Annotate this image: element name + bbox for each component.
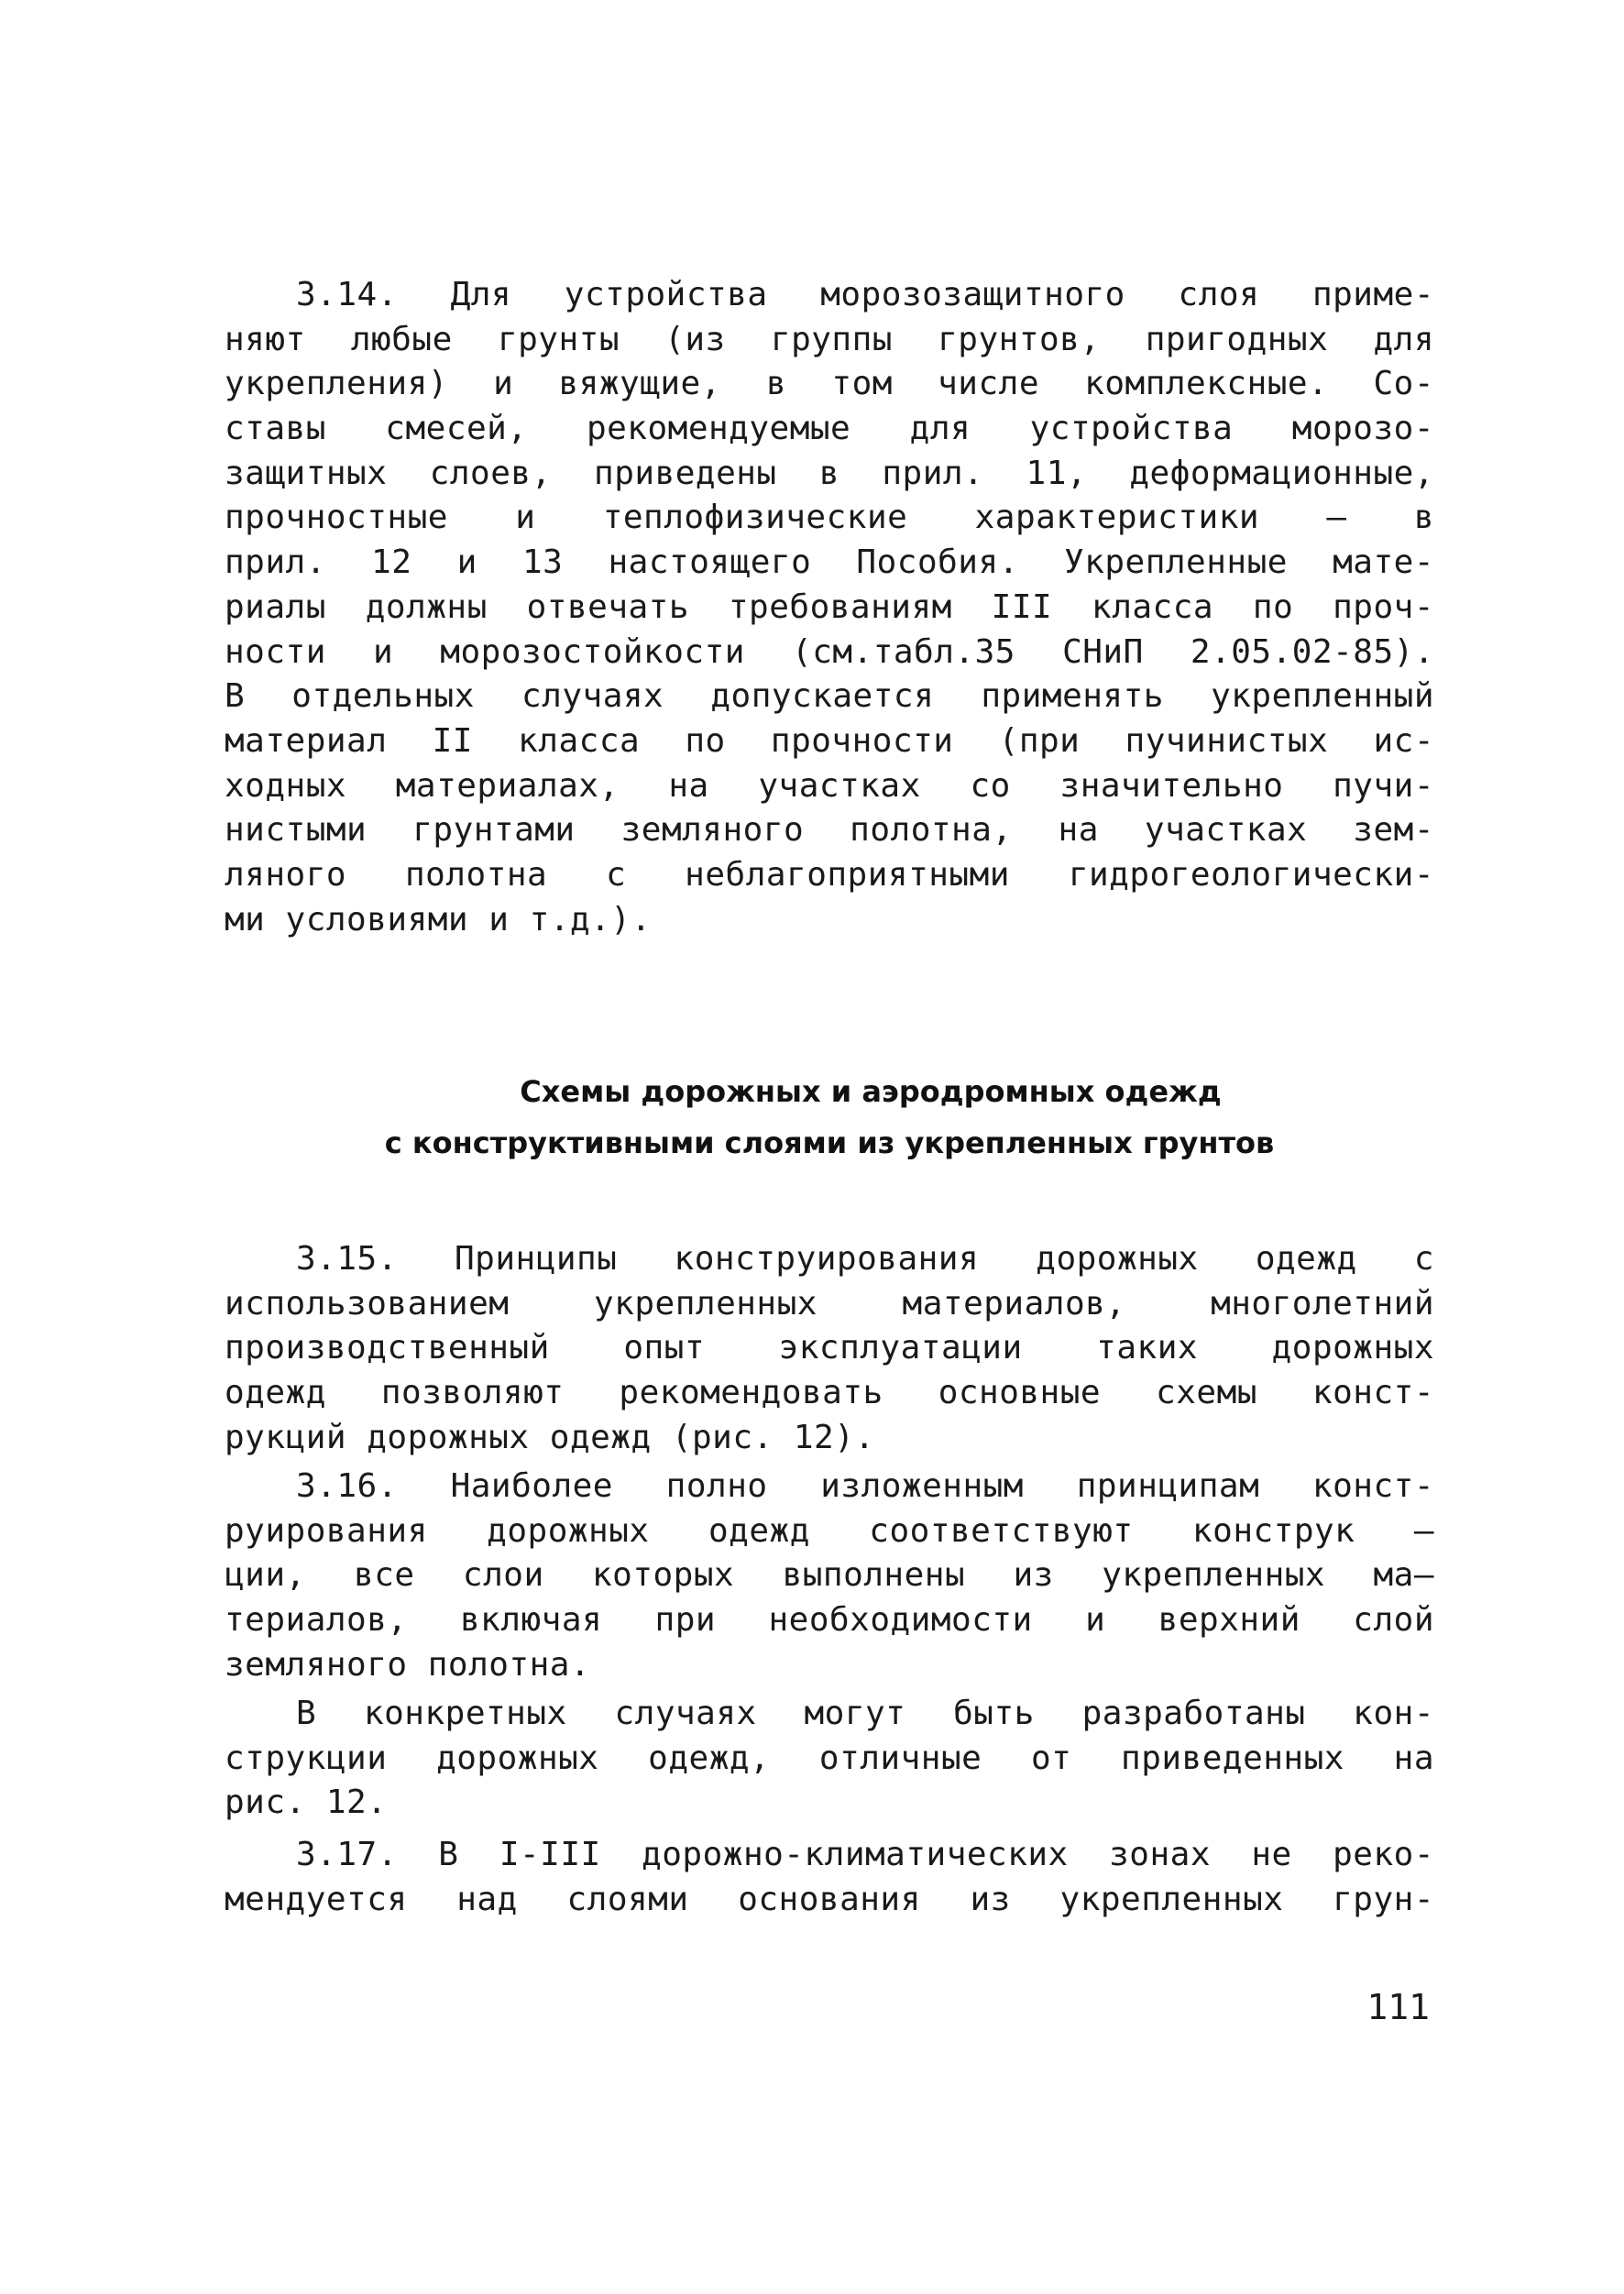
text-line: струкции дорожных одежд, отличные от приведенных на [225,1739,1434,1777]
heading-line: с конструктивными слоями из укрепленных грунтов [384,1125,1275,1160]
text-line: прил. 12 и 13 настоящего Пособия. Укрепленные мате- [225,543,1434,582]
page-number: 111 [1366,1987,1430,2027]
text-line: териалов, включая при необходимости и верхний слой [225,1601,1434,1640]
paragraph-3-14 [225,273,1434,942]
text-line: 3.16. Наиболее полно изложенным принципам конст- [296,1467,1434,1505]
text-line: рис. 12. [225,1784,388,1822]
text-line: В отдельных случаях допускается применять укрепленный [225,677,1434,716]
text-line: 3.15. Принципы конструирования дорожных одежд с [296,1240,1434,1278]
text-line: В конкретных случаях могут быть разработаны кон- [296,1695,1434,1732]
text-line: мендуется над слоями основания из укрепленных грун- [225,1880,1434,1918]
text-line: использованием укрепленных материалов, многолетний [225,1284,1434,1323]
text-line: ми условиями и т.д.). [225,900,652,938]
section-heading [225,1066,1434,1169]
paragraph-3-15 [225,1237,1434,1460]
text-line: риалы должны отвечать требованиям III класса по проч- [225,587,1434,626]
text-line: производственный опыт эксплуатации таких дорожных [225,1329,1434,1367]
text-line: 3.17. В I-III дорожно-климатических зонах не реко- [296,1836,1434,1873]
paragraph-3-17 [225,1833,1434,1922]
paragraph-specific-cases [225,1692,1434,1826]
text-line: прочностные и теплофизические характеристики – в [225,499,1434,537]
text-line: нистыми грунтами земляного полотна, на участках зем- [225,811,1434,850]
text-line: рукций дорожных одежд (рис. 12). [225,1418,875,1456]
text-line: ции, все слои которых выполнены из укрепленных ма– [225,1556,1434,1595]
text-line: 3.14. Для устройства морозозащитного слоя приме- [296,276,1434,313]
text-line: ляного полотна с неблагоприятными гидрогеологически- [225,855,1434,894]
text-line: материал II класса по прочности (при пучинистых ис- [225,721,1434,760]
text-line: няют любые грунты (из группы грунтов, пригодных для [225,320,1434,358]
text-line: укрепления) и вяжущие, в том числе комплексные. Со- [225,365,1434,403]
text-line: ности и морозостойкости (см.табл.35 СНиП 2.05.02-85). [225,632,1434,671]
heading-line: Схемы дорожных и аэродромных одежд [520,1074,1222,1109]
text-line: одежд позволяют рекомендовать основные схемы конст- [225,1374,1434,1412]
text-line: руирования дорожных одежд соответствуют конструк – [225,1511,1434,1550]
paragraph-3-16 [225,1465,1434,1687]
text-line: ставы смесей, рекомендуемые для устройства морозо- [225,410,1434,448]
text-line: защитных слоев, приведены в прил. 11, деформационные, [225,454,1434,492]
text-line: земляного полотна. [225,1645,591,1684]
text-line: ходных материалах, на участках со значительно пучи- [225,766,1434,805]
